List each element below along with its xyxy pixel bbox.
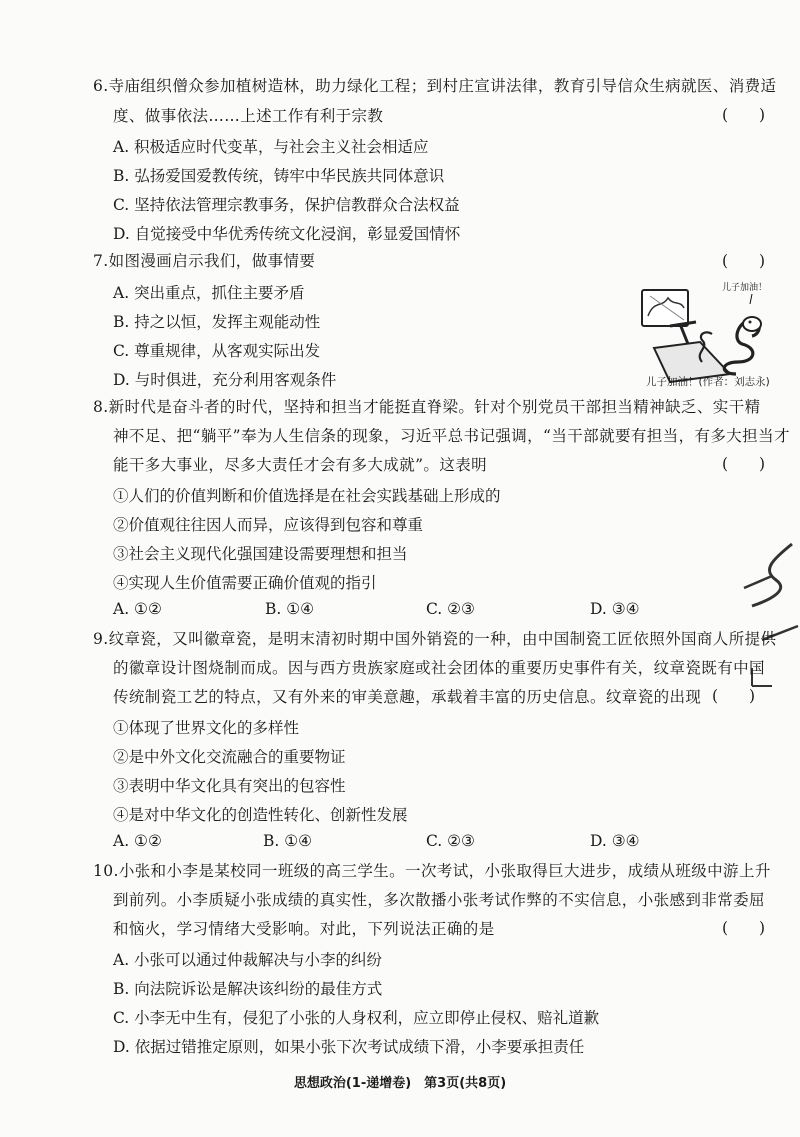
q7-option-c[interactable]: C. 尊重规律，从客观实际出发: [113, 342, 321, 360]
q8-choice-b[interactable]: B. ①④: [265, 600, 315, 618]
q6-option-c[interactable]: C. 坚持依法管理宗教事务，保护信教群众合法权益: [113, 196, 460, 214]
q9-stem-line1: 9.纹章瓷，又叫徽章瓷，是明末清初时期中国外销瓷的一种，由中国制瓷工匠依照外国商人所提供: [93, 630, 777, 648]
q6-option-b[interactable]: B. 弘扬爱国爱教传统，铸牢中华民族共同体意识: [113, 167, 445, 185]
q8-item-4: ④实现人生价值需要正确价值观的指引: [113, 574, 377, 592]
q9-choice-b[interactable]: B. ①④: [263, 832, 313, 850]
q7-option-b[interactable]: B. 持之以恒，发挥主观能动性: [113, 313, 321, 331]
cartoon-caption: 儿子加油！(作者：刘志永): [646, 376, 770, 388]
q8-item-3: ③社会主义现代化强国建设需要理想和担当: [113, 545, 408, 563]
q8-choice-a[interactable]: A. ①②: [113, 600, 162, 618]
q10-option-d[interactable]: D. 依据过错推定原则，如果小张下次考试成绩下滑，小李要承担责任: [113, 1038, 585, 1056]
q6-stem-line2: 度、做事依法……上述工作有利于宗教: [113, 107, 384, 125]
q7-stem-line1: 7.如图漫画启示我们，做事情要: [93, 252, 316, 270]
q10-stem-line1: 10.小张和小李是某校同一班级的高三学生。一次考试，小张取得巨大进步，成绩从班级中游上升: [93, 862, 771, 880]
tv-screen-icon: [642, 290, 688, 326]
q8-stem-line1: 8.新时代是奋斗者的时代，坚持和担当才能挺直脊梁。针对个别党员干部担当精神缺乏、实干精: [93, 398, 761, 416]
q9-item-3: ③表明中华文化具有突出的包容性: [113, 777, 346, 795]
q8-choice-d[interactable]: D. ③④: [590, 600, 640, 618]
q9-answer-blank[interactable]: ( ): [712, 687, 756, 705]
q9-item-4: ④是对中华文化的创造性转化、创新性发展: [113, 806, 408, 824]
q7-option-a[interactable]: A. 突出重点，抓住主要矛盾: [113, 284, 305, 302]
q8-item-2: ②价值观往往因人而异，应该得到包容和尊重: [113, 516, 424, 534]
q9-item-2: ②是中外文化交流融合的重要物证: [113, 748, 346, 766]
q9-stem-line3: 传统制瓷工艺的特点，又有外来的审美意趣，承载着丰富的历史信息。纹章瓷的出现: [113, 688, 702, 706]
q6-stem-line1: 6.寺庙组织僧众参加植树造林，助力绿化工程；到村庄宣讲法律，教育引导信众生病就医、消费适: [93, 77, 777, 95]
q8-item-1: ①人们的价值判断和价值选择是在社会实践基础上形成的: [113, 487, 501, 505]
q6-option-a[interactable]: A. 积极适应时代变革，与社会主义社会相适应: [113, 138, 429, 156]
q9-choice-c[interactable]: C. ②③: [426, 832, 475, 850]
q10-option-c[interactable]: C. 小李无中生有，侵犯了小张的人身权利，应立即停止侵权、赔礼道歉: [113, 1009, 600, 1027]
q10-stem-line2: 到前列。小李质疑小张成绩的真实性，多次散播小张考试作弊的不实信息，小张感到非常委屈: [113, 891, 765, 909]
q9-item-1: ①体现了世界文化的多样性: [113, 719, 300, 737]
cartoon-speech-text: 儿子加油！: [722, 283, 768, 293]
q8-answer-blank[interactable]: ( ): [722, 455, 766, 473]
q10-option-a[interactable]: A. 小张可以通过仲裁解决与小李的纠纷: [113, 951, 383, 969]
q7-answer-blank[interactable]: ( ): [722, 252, 766, 270]
q10-answer-blank[interactable]: ( ): [722, 919, 766, 937]
q6-option-d[interactable]: D. 自觉接受中华优秀传统文化浸润，彰显爱国情怀: [113, 225, 461, 243]
q8-choice-c[interactable]: C. ②③: [426, 600, 475, 618]
q9-choice-a[interactable]: A. ①②: [113, 832, 162, 850]
page-footer: 思想政治(1-递增卷) 第3页(共8页): [293, 1076, 507, 1091]
q8-stem-line3: 能干多大事业，尽多大责任才会有多大成就”。这表明: [113, 456, 488, 474]
q10-stem-line3: 和恼火，学习情绪大受影响。对此，下列说法正确的是: [113, 920, 495, 938]
q10-option-b[interactable]: B. 向法院诉讼是解决该纠纷的最佳方式: [113, 980, 383, 998]
q9-stem-line2: 的徽章设计图烧制而成。因与西方贵族家庭或社会团体的重要历史事件有关，纹章瓷既有中国: [113, 659, 765, 677]
q7-option-d[interactable]: D. 与时俱进，充分利用客观条件: [113, 371, 337, 389]
q9-choice-d[interactable]: D. ③④: [590, 832, 640, 850]
q6-answer-blank[interactable]: ( ): [722, 106, 766, 124]
q8-stem-line2: 神不足、把“躺平”奉为人生信条的现象，习近平总书记强调，“当干部就要有担当，有多大担当才: [113, 427, 790, 445]
